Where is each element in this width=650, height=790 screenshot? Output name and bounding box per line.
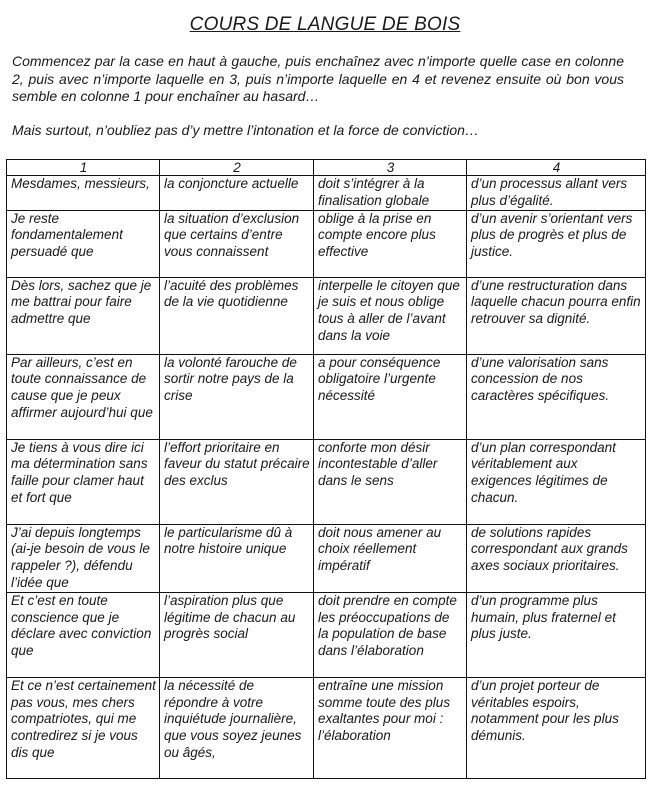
table-row	[7, 176, 646, 211]
table-cell: Par ailleurs, c’est en toute connaissance de cause que je peux affirmer aujourd’hui que	[7, 354, 160, 439]
table-row	[7, 524, 646, 592]
table-cell: l’effort prioritaire en faveur du statut précaire des exclus	[160, 439, 314, 524]
table-cell: Je tiens à vous dire ici ma détermination sans faille pour clamer haut et fort que	[7, 439, 160, 524]
table-cell: d’une restructuration dans laquelle chacun pourra enfin retrouver sa dignité.	[467, 277, 646, 354]
table-cell: oblige à la prise en compte encore plus effective	[314, 210, 467, 277]
table-cell: conforte mon désir incontestable d’aller dans le sens	[314, 439, 467, 524]
advice-paragraph: Mais surtout, n’oubliez pas d’y mettre l’intonation et la force de conviction…	[12, 122, 479, 138]
table-row	[7, 277, 646, 354]
table-cell: J’ai depuis longtemps (ai-je besoin de vous le rappeler ?), défendu l’idée que	[7, 524, 160, 592]
table-cell: la volonté farouche de sortir notre pays de la crise	[160, 354, 314, 439]
table-cell: l’acuité des problèmes de la vie quotidienne	[160, 277, 314, 354]
column-header-4: 4	[467, 160, 646, 176]
table-row	[7, 439, 646, 524]
table-row	[7, 210, 646, 277]
column-header-3: 3	[314, 160, 467, 176]
table-cell: de solutions rapides correspondant aux grands axes sociaux prioritaires.	[467, 524, 646, 592]
table-cell: doit s’intégrer à la finalisation globale	[314, 176, 467, 211]
table-cell: la situation d’exclusion que certains d’entre vous connaissent	[160, 210, 314, 277]
column-header-1: 1	[7, 160, 160, 176]
table-cell: d’une valorisation sans concession de nos caractères spécifiques.	[467, 354, 646, 439]
table-cell: d’un programme plus humain, plus fraternel et plus juste.	[467, 592, 646, 677]
instructions-paragraph: Commencez par la case en haut à gauche, puis enchaînez avec n’importe quelle case en colonne 2, puis avec n’importe laquelle en 3, puis n’importe laquelle en 4 et revenez ensuite où bon vous semble en colonne 1 pour enchaîner au hasard…	[12, 53, 624, 104]
table-cell: a pour conséquence obligatoire l’urgente nécessité	[314, 354, 467, 439]
table-cell: doit prendre en compte les préoccupations de la population de base dans l’élaboration	[314, 592, 467, 677]
table-cell: Dès lors, sachez que je me battrai pour faire admettre que	[7, 277, 160, 354]
table-cell: interpelle le citoyen que je suis et nous oblige tous à aller de l’avant dans la voie	[314, 277, 467, 354]
table-row	[7, 677, 646, 778]
page-title: COURS DE LANGUE DE BOIS	[189, 14, 461, 35]
table-cell: d’un avenir s’orientant vers plus de progrès et plus de justice.	[467, 210, 646, 277]
table-header-row	[7, 160, 646, 176]
table-cell: l’aspiration plus que légitime de chacun au progrès social	[160, 592, 314, 677]
table-cell: d’un plan correspondant véritablement aux exigences légitimes de chacun.	[467, 439, 646, 524]
table-cell: Et c’est en toute conscience que je déclare avec conviction que	[7, 592, 160, 677]
table-cell: d’un projet porteur de véritables espoirs, notamment pour les plus démunis.	[467, 677, 646, 778]
table-cell: la conjoncture actuelle	[160, 176, 314, 211]
table-cell: Mesdames, messieurs,	[7, 176, 160, 211]
table-cell: Et ce n’est certainement pas vous, mes chers compatriotes, qui me contredirez si je vous dis que	[7, 677, 160, 778]
phrase-table	[6, 159, 646, 779]
table-cell: entraîne une mission somme toute des plus exaltantes pour moi : l’élaboration	[314, 677, 467, 778]
table-row	[7, 592, 646, 677]
table-cell: le particularisme dû à notre histoire unique	[160, 524, 314, 592]
table-cell: d’un processus allant vers plus d’égalité.	[467, 176, 646, 211]
table-row	[7, 354, 646, 439]
table-cell: Je reste fondamentalement persuadé que	[7, 210, 160, 277]
table-cell: la nécessité de répondre à votre inquiétude journalière, que vous soyez jeunes ou âgés,	[160, 677, 314, 778]
table-cell: doit nous amener au choix réellement impératif	[314, 524, 467, 592]
column-header-2: 2	[160, 160, 314, 176]
